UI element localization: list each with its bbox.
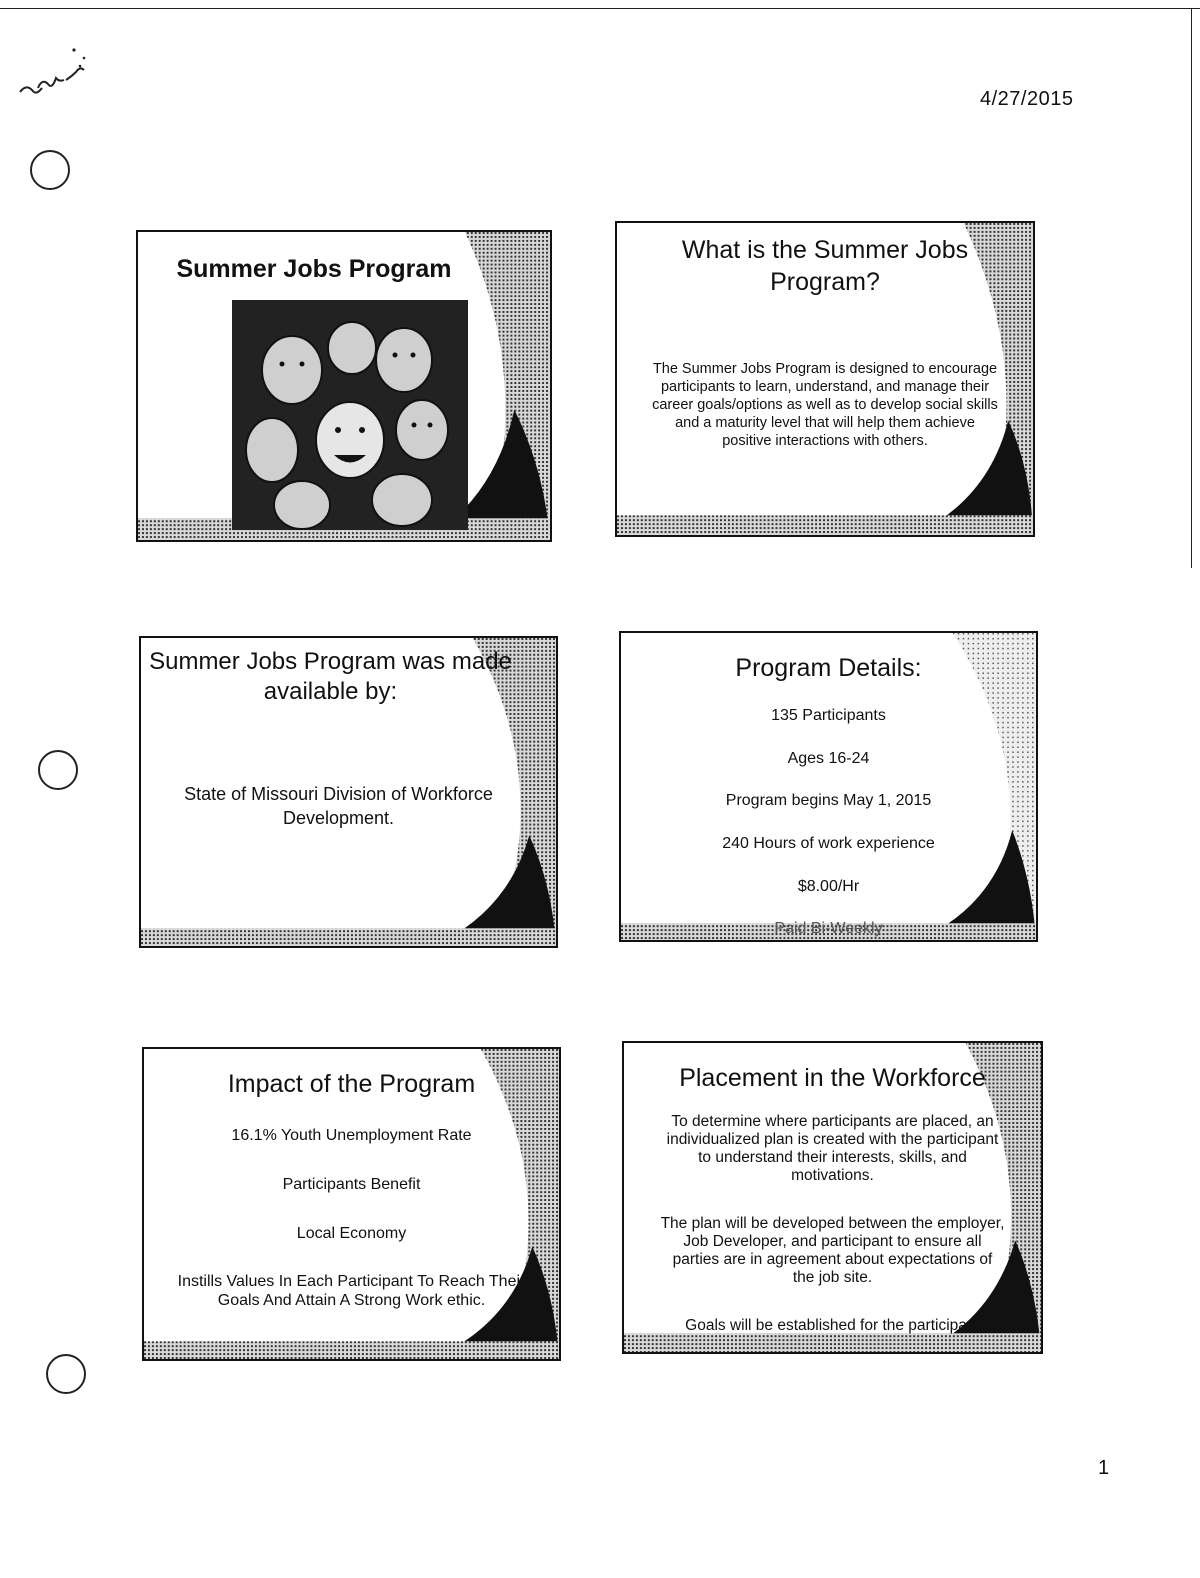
placement-line: Job Developer, and participant to ensure all xyxy=(683,1233,982,1250)
impact-item-line-1: Instills Values In Each Participant To Reach Their xyxy=(177,1273,526,1290)
slide-program-details xyxy=(619,631,1038,942)
placement-line: To determine where participants are placed, an xyxy=(671,1113,994,1130)
slide-title-line-1: Summer Jobs Program was made xyxy=(149,648,512,675)
impact-item: Participants Benefit xyxy=(282,1176,421,1193)
detail-item: Program begins May 1, 2015 xyxy=(725,792,932,809)
detail-item: $8.00/Hr xyxy=(797,878,860,895)
slide-title: Summer Jobs Program xyxy=(176,255,452,283)
placement-line: to understand their interests, skills, and xyxy=(698,1149,967,1166)
slide-title: Impact of the Program xyxy=(227,1070,476,1098)
impact-item-line-2: Goals And Attain A Strong Work ethic. xyxy=(217,1292,486,1309)
slide-body-line-1: State of Missouri Division of Workforce xyxy=(184,784,493,804)
slide-what-is-program xyxy=(615,221,1035,537)
placement-line: The plan will be developed between the employer, xyxy=(660,1215,1005,1232)
slide-title: Program Details: xyxy=(735,654,922,682)
slide-title-line-2: available by: xyxy=(263,678,398,705)
punch-hole-top xyxy=(30,150,70,190)
slide-title: Placement in the Workforce xyxy=(679,1064,986,1092)
placement-line: the job site. xyxy=(792,1269,873,1286)
slide-body-line: career goals/options as well as to develop social skills xyxy=(652,397,998,413)
punch-hole-bottom xyxy=(46,1354,86,1394)
detail-item: 135 Participants xyxy=(771,707,886,724)
detail-item: Ages 16-24 xyxy=(787,750,870,767)
slide-made-available-by xyxy=(139,636,558,948)
handwritten-mark xyxy=(14,40,104,110)
slide-summer-jobs-title xyxy=(136,230,552,542)
slide-body-line: The Summer Jobs Program is designed to encourage xyxy=(652,361,998,377)
slide-body-line: and a maturity level that will help them achieve xyxy=(675,415,975,431)
detail-item: Paid Bi-Weekly xyxy=(774,920,883,937)
page-edge-right xyxy=(1191,8,1192,568)
placement-line: Goals will be established for the participant xyxy=(685,1317,980,1334)
slide-body-line: participants to learn, understand, and manage their xyxy=(660,379,990,395)
placement-line: individualized plan is created with the participant xyxy=(666,1131,999,1148)
punch-hole-middle xyxy=(38,750,78,790)
slide-body-line-2: Development. xyxy=(282,808,395,828)
group-photo-icon xyxy=(232,300,468,530)
slide-impact xyxy=(142,1047,561,1361)
slide-title-line-1: What is the Summer Jobs xyxy=(681,236,969,264)
slide-body-line: positive interactions with others. xyxy=(722,433,928,449)
page-edge-top xyxy=(0,8,1200,9)
slide-title-line-2: Program? xyxy=(770,268,880,296)
slide-placement xyxy=(622,1041,1043,1354)
page-number: 1 xyxy=(1098,1457,1110,1479)
detail-item: 240 Hours of work experience xyxy=(722,835,935,852)
page-date: 4/27/2015 xyxy=(980,88,1074,110)
impact-item: 16.1% Youth Unemployment Rate xyxy=(231,1127,472,1144)
placement-line: parties are in agreement about expectations of xyxy=(672,1251,993,1268)
impact-item: Local Economy xyxy=(296,1225,407,1242)
placement-line: motivations. xyxy=(791,1167,874,1184)
